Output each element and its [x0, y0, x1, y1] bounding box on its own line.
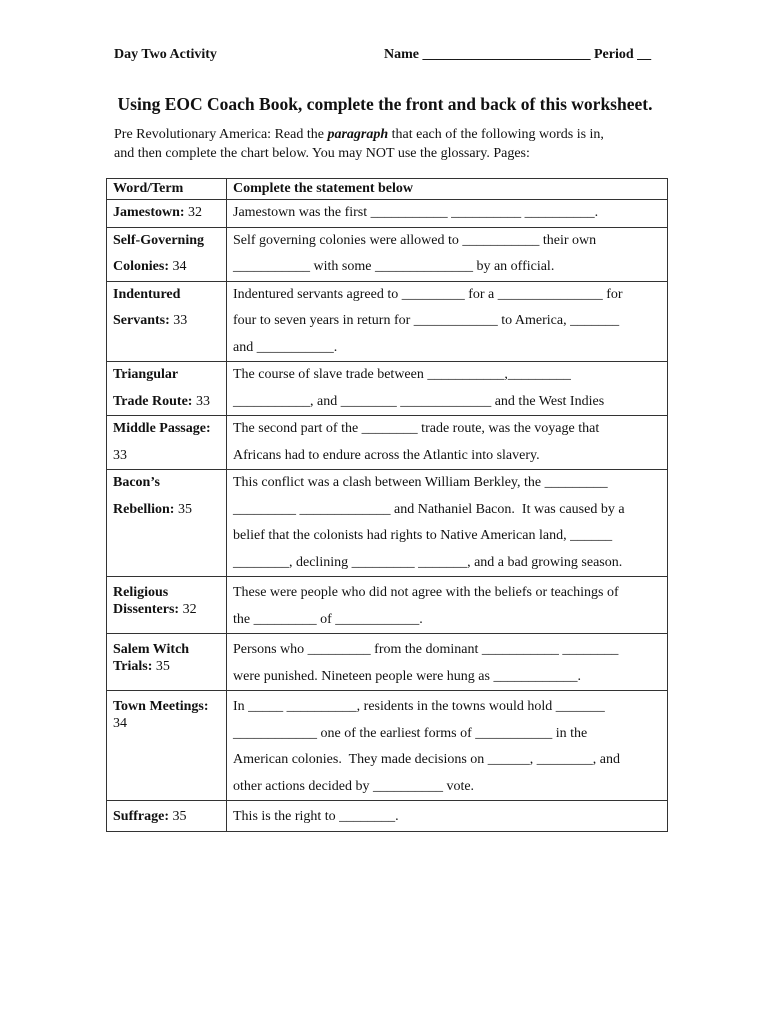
term-label: Dissenters:	[113, 602, 180, 617]
statement-line: Jamestown was the first ___________ __________ __________.	[233, 205, 599, 220]
statement-line: Indentured servants agreed to _________ for a _______________ for	[233, 286, 623, 302]
statement-line: American colonies. They made decisions on ______, ________, and	[233, 752, 620, 767]
instructions-text: Pre Revolutionary America: Read the	[114, 127, 328, 142]
term-label: Triangular	[113, 367, 179, 382]
term-label: Bacon’s	[113, 475, 160, 490]
term-page: 33	[192, 393, 210, 409]
term-label: Self-Governing	[113, 232, 204, 248]
term-page: 32	[179, 602, 197, 617]
term-label: Indentured	[113, 286, 181, 302]
term-line	[113, 691, 220, 715]
table-row	[107, 470, 668, 577]
statement-line: Self governing colonies were allowed to ___________ their own	[233, 232, 597, 248]
statement-line: Africans had to endure across the Atlantic into slavery.	[233, 447, 540, 463]
statement-line: Persons who _________ from the dominant ___________ ________	[233, 642, 619, 657]
term-label: Salem Witch	[113, 642, 190, 657]
term-cell	[107, 362, 227, 416]
instructions-line2: and then complete the chart below. You may NOT use the glossary. Pages:	[114, 146, 530, 161]
term-cell	[107, 577, 227, 634]
term-label: Trade Route:	[113, 393, 193, 409]
term-cell	[107, 691, 227, 801]
statement-line: ___________ with some ______________ by an official.	[233, 259, 555, 274]
table-row	[107, 416, 668, 470]
term-line	[113, 389, 220, 416]
table-row	[107, 801, 668, 832]
instructions-emphasis: paragraph	[327, 127, 389, 142]
statement-cell	[227, 227, 668, 281]
statement-line: ________, declining _________ _______, and a bad growing season.	[233, 554, 623, 570]
term-page: 33	[113, 447, 127, 463]
statement-line: This is the right to ________.	[233, 809, 399, 824]
term-label: Rebellion:	[113, 501, 175, 517]
term-label: Suffrage:	[113, 809, 169, 824]
term-page: 35	[169, 809, 187, 824]
table-row	[107, 577, 668, 634]
name-period-line: Name ________________________ Period __	[384, 47, 652, 62]
term-line	[113, 200, 220, 227]
term-line	[113, 715, 220, 732]
statement-cell	[227, 470, 668, 577]
statement-cell	[227, 634, 668, 691]
statement-cell	[227, 281, 668, 362]
table-row	[107, 227, 668, 281]
statement-line: The course of slave trade between ___________,_________	[233, 367, 571, 382]
term-line	[113, 634, 220, 658]
term-label: Colonies:	[113, 259, 169, 274]
term-label: Trials:	[113, 659, 153, 674]
statement-cell	[227, 200, 668, 228]
statement-cell	[227, 416, 668, 470]
statement-line: ____________ one of the earliest forms of ___________ in the	[233, 725, 588, 741]
statement-line: In _____ __________, residents in the towns would hold _______	[233, 699, 605, 714]
term-label: Middle Passage:	[113, 421, 211, 436]
statement-line: _________ _____________ and Nathaniel Bacon. It was caused by a	[233, 501, 625, 517]
statement-line: the _________ of ____________.	[233, 611, 423, 627]
header-word-term: Word/Term	[107, 179, 227, 200]
table-row	[107, 281, 668, 362]
statement-line: This conflict was a clash between William Berkley, the _________	[233, 475, 608, 490]
term-page: 34	[169, 259, 187, 274]
table-row	[107, 634, 668, 691]
statement-line: These were people who did not agree with the beliefs or teachings of	[233, 585, 619, 600]
statement-line: The second part of the ________ trade route, was the voyage that	[233, 421, 600, 436]
statement-cell	[227, 691, 668, 801]
table-row	[107, 362, 668, 416]
statement-line: were punished. Nineteen people were hung as ____________.	[233, 668, 581, 684]
term-page: 33	[169, 313, 188, 328]
term-line	[113, 443, 220, 470]
term-cell	[107, 281, 227, 362]
statement-cell	[227, 801, 668, 832]
table-row	[107, 691, 668, 801]
worksheet-title: Using EOC Coach Book, complete the front and back of this worksheet.	[117, 94, 653, 114]
statement-cell	[227, 362, 668, 416]
table-header-row	[107, 179, 668, 200]
statement-line: and ___________.	[233, 339, 338, 355]
term-label: Servants:	[113, 313, 170, 328]
term-line	[113, 282, 220, 309]
term-label: Town Meetings:	[113, 699, 209, 714]
instructions	[114, 125, 674, 163]
term-page: 34	[113, 716, 127, 731]
term-line	[113, 254, 220, 281]
term-page: 32	[184, 205, 203, 220]
term-line	[113, 228, 220, 255]
activity-label: Day Two Activity	[114, 47, 217, 62]
term-cell	[107, 801, 227, 832]
term-label: Jamestown:	[113, 205, 185, 220]
term-label: Religious	[113, 585, 169, 600]
header-statement: Complete the statement below	[227, 179, 668, 200]
statement-line: four to seven years in return for ____________ to America, _______	[233, 313, 620, 328]
term-line	[113, 497, 220, 524]
term-line	[113, 801, 220, 825]
statement-line: ___________, and ________ _____________ and the West Indies	[233, 393, 605, 409]
statement-line: other actions decided by __________ vote.	[233, 778, 475, 794]
term-cell	[107, 200, 227, 228]
statement-cell	[227, 577, 668, 634]
term-line	[113, 470, 220, 497]
worksheet-table	[106, 178, 668, 832]
term-line	[113, 658, 220, 675]
term-cell	[107, 470, 227, 577]
table-row	[107, 200, 668, 228]
term-line	[113, 362, 220, 389]
statement-line: belief that the colonists had rights to Native American land, ______	[233, 528, 613, 543]
term-cell	[107, 227, 227, 281]
term-line	[113, 577, 220, 601]
term-cell	[107, 634, 227, 691]
term-cell	[107, 416, 227, 470]
instructions-text-cont: that each of the following words is in,	[388, 127, 604, 142]
term-line	[113, 308, 220, 335]
term-line	[113, 601, 220, 618]
term-page: 35	[174, 501, 192, 517]
term-line	[113, 416, 220, 443]
term-page: 35	[152, 659, 170, 674]
